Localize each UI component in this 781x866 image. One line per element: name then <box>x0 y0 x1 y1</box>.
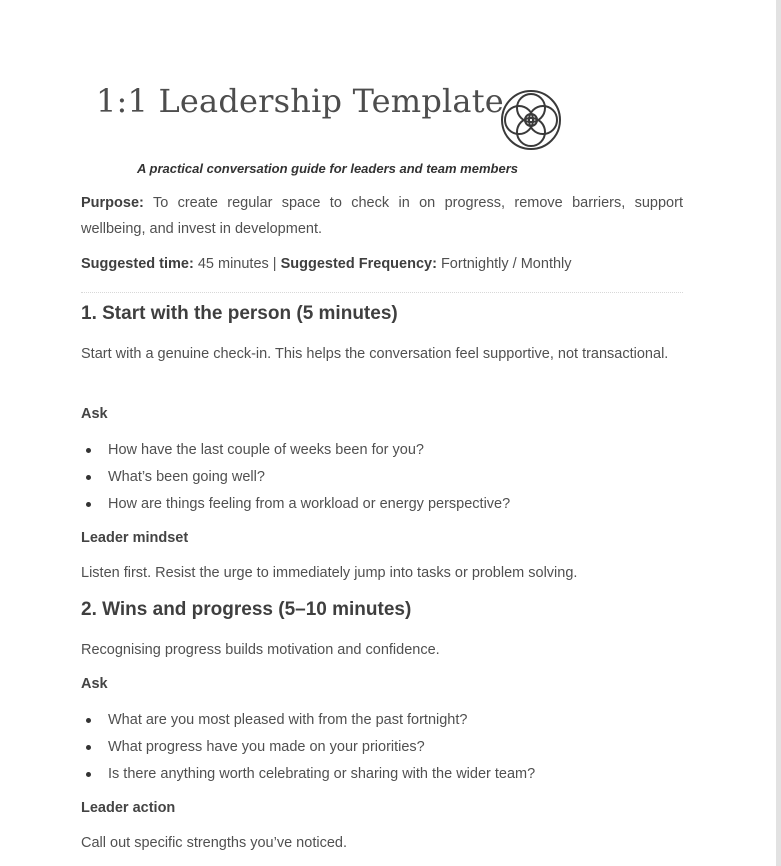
section-divider <box>81 292 683 293</box>
purpose-label: Purpose: <box>81 195 144 211</box>
purpose-text: To create regular space to check in on progress, remove barriers, support wellbeing, and invest in development. <box>81 195 683 237</box>
bullet-icon <box>86 718 91 723</box>
bullet-icon <box>86 475 91 480</box>
question-text: What’s been going well? <box>108 469 265 485</box>
section-2-question-list <box>81 710 683 791</box>
time-label: Suggested time: <box>81 256 194 272</box>
list-item <box>81 494 683 521</box>
purpose-paragraph <box>81 190 683 242</box>
frequency-value: Fortnightly / Monthly <box>440 256 572 272</box>
list-item <box>81 467 683 494</box>
time-frequency-line <box>81 251 683 277</box>
bullet-icon <box>86 745 91 750</box>
list-item <box>81 737 683 764</box>
separator: | <box>272 256 277 272</box>
question-text: What progress have you made on your priorities? <box>108 739 425 755</box>
section-2-heading: 2. Wins and progress (5–10 minutes) <box>81 599 412 620</box>
list-item <box>81 764 683 791</box>
section-1-heading: 1. Start with the person (5 minutes) <box>81 303 398 324</box>
window-edge <box>776 0 781 866</box>
section-1-mindset-text: Listen first. Resist the urge to immediately jump into tasks or problem solving. <box>81 565 578 581</box>
subtitle: A practical conversation guide for leaders and team members <box>137 161 518 176</box>
section-1-ask-label: Ask <box>81 406 108 422</box>
interlocking-circles-logo-icon <box>499 88 563 152</box>
section-1-question-list <box>81 440 683 521</box>
list-item <box>81 440 683 467</box>
page-title: 1:1 Leadership Template <box>96 82 504 120</box>
section-2-intro: Recognising progress builds motivation and confidence. <box>81 642 440 658</box>
list-item <box>81 710 683 737</box>
question-text: What are you most pleased with from the past fortnight? <box>108 712 468 728</box>
section-1-mindset-label: Leader mindset <box>81 530 189 546</box>
section-1-intro: Start with a genuine check-in. This helps the conversation feel supportive, not transactional. <box>81 346 669 362</box>
bullet-icon <box>86 448 91 453</box>
section-2-ask-label: Ask <box>81 676 108 692</box>
question-text: How have the last couple of weeks been for you? <box>108 442 424 458</box>
bullet-icon <box>86 772 91 777</box>
section-2-action-text: Call out specific strengths you’ve noticed. <box>81 835 347 851</box>
bullet-icon <box>86 502 91 507</box>
time-value: 45 minutes <box>197 256 269 272</box>
question-text: Is there anything worth celebrating or sharing with the wider team? <box>108 766 536 782</box>
question-text: How are things feeling from a workload or energy perspective? <box>108 496 511 512</box>
section-2-action-label: Leader action <box>81 800 176 816</box>
frequency-label: Suggested Frequency: <box>280 256 437 272</box>
